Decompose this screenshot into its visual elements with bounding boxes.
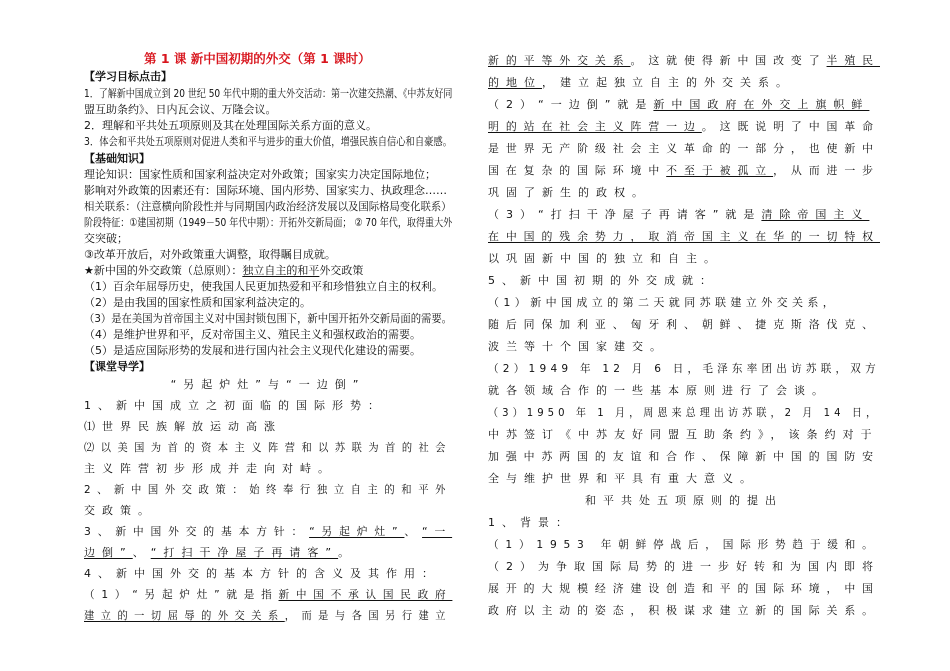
- text-line: 全与维护世界和平具有重大意义。: [488, 472, 758, 485]
- basic-line: 相关联系：（注意横向阶段性并与同期国内政治经济发展以及国际格局变化联系）: [84, 200, 452, 213]
- text-line: 是世界无产阶级社会主义革命的一部分，也使新中: [488, 142, 881, 155]
- goals-heading: 【学习目标点击】: [84, 70, 172, 83]
- text-segment: 、: [404, 525, 423, 538]
- text-line: 波兰等十个国家建交。: [488, 340, 668, 353]
- section-heading: 和平共处五项原则的提出: [585, 494, 783, 507]
- answer-underline: “一: [422, 525, 453, 538]
- text-line: 4、新中国外交的基本方针的含义及其作用：: [84, 567, 440, 580]
- text-segment: （3）“打扫干净屋子再请客”就是: [488, 208, 762, 221]
- goal-line: 3．体会和平共处五项原则对促进人类和平与进步的重大价值，增强民族自信心和自豪感。: [84, 135, 452, 148]
- policy-prefix: ★新中国的外交政策（总原则）：: [84, 264, 243, 277]
- text-line: （1）新中国成立的第二天就同苏联建立外交关系，: [488, 296, 839, 309]
- text-line: [488, 208, 869, 222]
- answer-underline: 明的站在社会主义阵营一边: [488, 120, 702, 133]
- text-line: （2）为争取国际局势的进一步好转和为国内即将: [488, 560, 880, 573]
- text-segment: （2）“一边倒”就是: [488, 98, 654, 111]
- answer-underline: 在中国的残余势力，取消帝国主义在华的一切特权: [488, 230, 881, 243]
- text-line: （3）1950 年 1 月，周恩来总理出访苏联，2 月 14 日，: [488, 406, 881, 419]
- policy-suffix: 外交政策: [319, 264, 364, 277]
- reason-line: （1）百余年屈辱历史，使我国人民更加热爱和平和珍惜独立自主的权利。: [84, 280, 443, 293]
- answer-underline: 不至于被孤立: [666, 164, 774, 177]
- text-line: 主义阵营初步形成并走向对峙。: [84, 462, 336, 475]
- goal-line: 2．理解和平共处五项原则及其在处理国际关系方面的意义。: [84, 119, 377, 132]
- policy-line: [84, 264, 363, 278]
- goal-line: 1．了解新中国成立到 20 世纪 50 年代中期的重大外交活动：第一次建交热潮、《中苏友好同: [84, 87, 453, 100]
- text-segment: 。这就使得新中国改变了: [630, 54, 827, 67]
- text-line: [488, 120, 880, 134]
- text-line: [84, 588, 452, 602]
- text-line: 就各领域合作的一些基本原则进行了会谈。: [488, 384, 830, 397]
- text-line: （2）1949 年 12 月 6 日，毛泽东率团出访苏联，双方: [488, 362, 880, 375]
- text-line: 政府以主动的姿态，积极谋求建立新的国际关系。: [488, 604, 881, 617]
- text-line: （1）1953 年朝鲜停战后，国际形势趋于缓和。: [488, 538, 880, 551]
- text-line: [84, 609, 452, 623]
- text-line: [84, 525, 452, 539]
- reason-line: （4）是维护世界和平，反对帝国主义、殖民主义和强权政治的需要。: [84, 328, 421, 341]
- text-segment: 国在复杂的国际环境中: [488, 164, 667, 177]
- text-line: [488, 76, 794, 90]
- policy-underline: 独立自主的和平: [242, 264, 320, 277]
- answer-underline: 新中国不承认国民政府: [278, 588, 453, 601]
- answer-underline: 半殖民: [826, 54, 881, 67]
- answer-underline: 建立的一切屈辱的外交关系: [84, 609, 285, 622]
- basic-line: 影响对外政策的因素还有：国际环境、国内形势、国家实力、执政理念……: [84, 184, 447, 197]
- basic-line: 交突破；: [84, 232, 128, 245]
- text-line: 加强中苏两国的友谊和合作、保障新中国的国防安: [488, 450, 881, 463]
- text-line: 展开的大规模经济建设创造和平的国际环境，中国: [488, 582, 881, 595]
- text-line: [488, 98, 869, 112]
- basic-line: 理论知识：国家性质和国家利益决定对外政策；国家实力决定国际地位；: [84, 168, 436, 181]
- text-segment: （1）“另起炉灶”就是指: [84, 588, 279, 601]
- text-segment: ，而是与各国另行建立: [284, 609, 453, 622]
- answer-underline: “打扫干净屋子再请客”: [150, 546, 339, 559]
- text-line: 巩固了新生的政权。: [488, 186, 650, 199]
- text-segment: 、: [132, 546, 151, 559]
- answer-underline: 边倒”: [84, 546, 133, 559]
- reason-line: （2）是由我国的国家性质和国家利益决定的。: [84, 296, 311, 309]
- text-segment: ，从而进一步: [773, 164, 881, 177]
- text-line: 以巩固新中国的独立和自主。: [488, 252, 722, 265]
- answer-underline: 的地位: [488, 76, 542, 89]
- page-title: 第 1 课 新中国初期的外交（第 1 课时）: [144, 51, 371, 66]
- text-line: 1、背景：: [488, 516, 574, 529]
- text-line: 中苏签订《中苏友好同盟互助条约》，该条约对于: [488, 428, 879, 441]
- text-line: [488, 164, 880, 178]
- text-segment: ，建立起独立自主的外交关系。: [542, 76, 794, 89]
- text-line: 1、新中国成立之初面临的国际形势：: [84, 399, 386, 412]
- answer-underline: 清除帝国主义: [761, 208, 870, 221]
- text-segment: 3、新中国外交的基本方针：: [84, 525, 310, 538]
- text-line: [84, 546, 356, 560]
- goal-line: 盟互助条约》、日内瓦会议、万隆会议。: [84, 103, 277, 116]
- text-line: 随后同保加利亚、匈牙利、朝鲜、捷克斯洛伐克、: [488, 318, 881, 331]
- text-line: 2、新中国外交政策：始终奉行独立自主的和平外: [84, 483, 453, 496]
- basic-heading: 【基础知识】: [84, 152, 150, 165]
- text-line: ⑵以美国为首的资本主义阵营和以苏联为首的社会: [84, 441, 453, 454]
- text-segment: 。这既说明了中国革命: [701, 120, 881, 133]
- answer-underline: 新中国政府在外交上旗帜鲜: [653, 98, 870, 111]
- basic-line: ③改革开放后，对外政策重大调整，取得瞩目成就。: [84, 248, 336, 261]
- answer-underline: “另起炉灶”: [309, 525, 405, 538]
- text-line: 5、新中国初期的外交成就：: [488, 274, 718, 287]
- text-line: ⑴世界民族解放运动高涨: [84, 420, 282, 433]
- section-heading: “另起炉灶”与“一边倒”: [170, 378, 366, 391]
- answer-underline: 新的平等外交关系: [488, 54, 631, 67]
- text-segment: 。: [338, 546, 357, 559]
- reason-line: （5）是适应国际形势的发展和进行国内社会主义现代化建设的需要。: [84, 344, 421, 357]
- text-line: 交政策。: [84, 504, 156, 517]
- text-line: [488, 54, 880, 68]
- reason-line: （3）是在美国为首帝国主义对中国封锁包围下，新中国开拓外交新局面的需要。: [84, 312, 453, 325]
- text-line: [488, 230, 880, 244]
- guide-heading: 【课堂导学】: [84, 360, 150, 373]
- basic-line: 阶段特征：①建国初期（1949－50 年代中期）：开拓外交新局面； ② 70 年代，取得重大外: [84, 216, 453, 229]
